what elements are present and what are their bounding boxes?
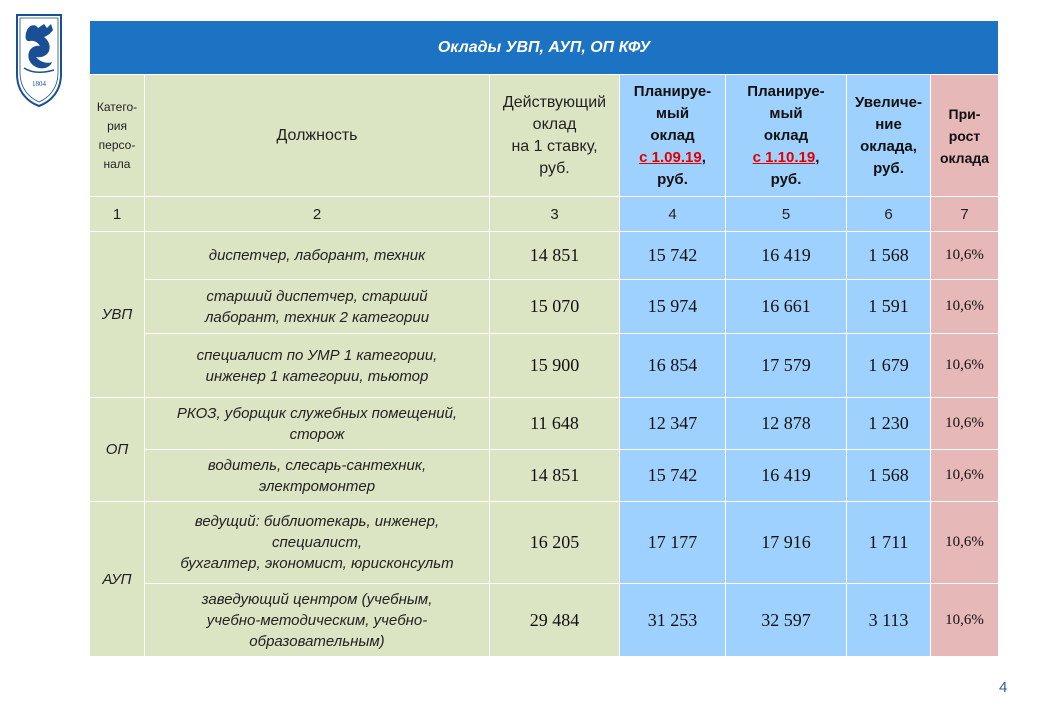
header-position: Должность <box>145 75 490 197</box>
planned-oct-cell: 17 916 <box>726 502 847 584</box>
growth-cell: 10,6% <box>931 502 999 584</box>
current-salary-cell: 16 205 <box>490 502 620 584</box>
column-number: 5 <box>726 197 847 232</box>
growth-cell: 10,6% <box>931 334 999 398</box>
growth-cell: 10,6% <box>931 280 999 334</box>
planned-sep-cell: 15 974 <box>620 280 726 334</box>
category-cell: УВП <box>90 232 145 398</box>
table-row <box>90 232 999 280</box>
planned-sep-cell: 17 177 <box>620 502 726 584</box>
column-number: 1 <box>90 197 145 232</box>
planned-oct-cell: 12 878 <box>726 398 847 450</box>
planned-sep-cell: 16 854 <box>620 334 726 398</box>
column-number: 6 <box>847 197 931 232</box>
planned-sep-cell: 15 742 <box>620 232 726 280</box>
increase-cell: 1 230 <box>847 398 931 450</box>
header-increase: Увеличе- ние оклада, руб. <box>847 75 931 197</box>
increase-cell: 1 711 <box>847 502 931 584</box>
increase-cell: 1 591 <box>847 280 931 334</box>
growth-cell: 10,6% <box>931 232 999 280</box>
category-cell: ОП <box>90 398 145 502</box>
planned-oct-cell: 16 419 <box>726 232 847 280</box>
position-cell: РКОЗ, уборщик служебных помещений, сторож <box>145 398 490 450</box>
table-row <box>90 280 999 334</box>
current-salary-cell: 15 900 <box>490 334 620 398</box>
header-planned-oct: Планируе- мый оклад с 1.10.19, руб. <box>726 75 847 197</box>
planned-oct-cell: 17 579 <box>726 334 847 398</box>
category-cell: АУП <box>90 502 145 657</box>
kfu-logo <box>14 12 64 108</box>
column-number: 2 <box>145 197 490 232</box>
logo-year: 1804 <box>32 80 46 88</box>
increase-cell: 3 113 <box>847 584 931 657</box>
table-row <box>90 584 999 657</box>
table-row <box>90 398 999 450</box>
table-row <box>90 450 999 502</box>
position-cell: заведующий центром (учебным, учебно-методическим, учебно- образовательным) <box>145 584 490 657</box>
planned-oct-cell: 16 419 <box>726 450 847 502</box>
increase-cell: 1 568 <box>847 232 931 280</box>
planned-sep-cell: 15 742 <box>620 450 726 502</box>
growth-cell: 10,6% <box>931 450 999 502</box>
current-salary-cell: 11 648 <box>490 398 620 450</box>
current-salary-cell: 29 484 <box>490 584 620 657</box>
position-cell: старший диспетчер, старший лаборант, техник 2 категории <box>145 280 490 334</box>
planned-sep-cell: 12 347 <box>620 398 726 450</box>
table-row <box>90 502 999 584</box>
current-salary-cell: 14 851 <box>490 450 620 502</box>
header-current-salary: Действующий оклад на 1 ставку, руб. <box>490 75 620 197</box>
table-row <box>90 334 999 398</box>
salary-table <box>89 20 999 657</box>
date-oct: с 1.10.19 <box>752 148 816 166</box>
position-cell: диспетчер, лаборант, техник <box>145 232 490 280</box>
column-number-row <box>90 197 999 232</box>
planned-oct-cell: 32 597 <box>726 584 847 657</box>
current-salary-cell: 14 851 <box>490 232 620 280</box>
column-number: 4 <box>620 197 726 232</box>
increase-cell: 1 679 <box>847 334 931 398</box>
slide-number: 4 <box>999 679 1008 696</box>
header-growth: При- рост оклада <box>931 75 999 197</box>
header-row <box>90 75 999 197</box>
increase-cell: 1 568 <box>847 450 931 502</box>
header-planned-sep: Планируе- мый оклад с 1.09.19, руб. <box>620 75 726 197</box>
date-sep: с 1.09.19 <box>639 148 702 166</box>
column-number: 7 <box>931 197 999 232</box>
current-salary-cell: 15 070 <box>490 280 620 334</box>
planned-sep-cell: 31 253 <box>620 584 726 657</box>
growth-cell: 10,6% <box>931 398 999 450</box>
planned-oct-cell: 16 661 <box>726 280 847 334</box>
position-cell: водитель, слесарь-сантехник, электромонтер <box>145 450 490 502</box>
position-cell: специалист по УМР 1 категории, инженер 1 категории, тьютор <box>145 334 490 398</box>
header-category: Катего- рия персо- нала <box>90 75 145 197</box>
growth-cell: 10,6% <box>931 584 999 657</box>
table-title: Оклады УВП, АУП, ОП КФУ <box>90 21 999 75</box>
position-cell: ведущий: библиотекарь, инженер, специалист, бухгалтер, экономист, юрисконсульт <box>145 502 490 584</box>
column-number: 3 <box>490 197 620 232</box>
